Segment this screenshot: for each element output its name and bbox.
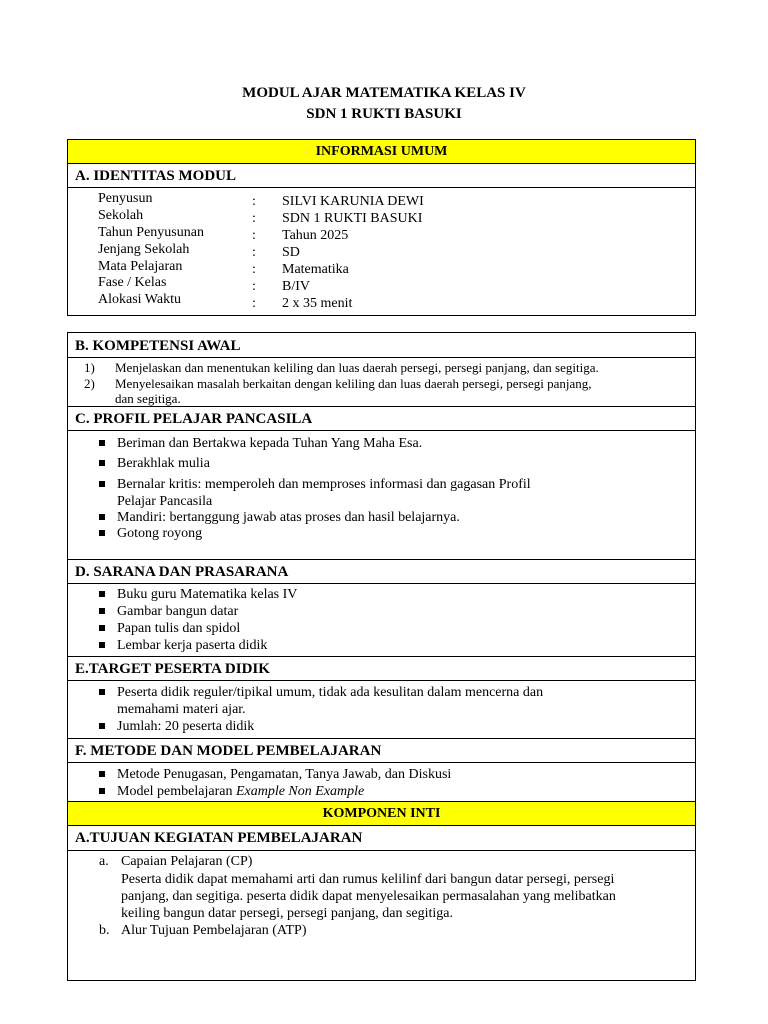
metode-item-1: Metode Penugasan, Pengamatan, Tanya Jawab, dan Diskusi [117,766,451,783]
sarana-item-1: Buku guru Matematika kelas IV [117,586,297,603]
label-jenjang: Jenjang Sekolah [98,242,190,257]
kompetensi-item-2: Menyelesaikan masalah berkaitan dengan keliling dan luas daerah persegi, persegi panjang, [115,376,592,391]
sep-mapel: : [252,262,256,277]
target-heading: E.TARGET PESERTA DIDIK [68,657,695,681]
atp-title: Alur Tujuan Pembelajaran (ATP) [121,923,307,938]
identitas-divider [68,187,695,188]
sep-fase: : [252,279,256,294]
kompetensi-item-2-cont: dan segitiga. [115,391,181,406]
identitas-heading: A. IDENTITAS MODUL [75,168,236,184]
sep-penyusun: : [252,194,256,209]
value-penyusun: SILVI KARUNIA DEWI [282,194,424,209]
metode-item-2: Model pembelajaran Example Non Example [117,783,364,800]
model-name: Example Non Example [235,784,365,799]
label-mapel: Mata Pelajaran [98,259,183,274]
kompetensi-num-1: 1) [84,360,95,375]
tujuan-heading: A.TUJUAN KEGIATAN PEMBELAJARAN [68,826,695,851]
sep-jenjang: : [252,245,256,260]
value-tahun: Tahun 2025 [282,228,349,243]
kompetensi-num-2: 2) [84,376,95,391]
profil-item-3: Bernalar kritis: memperoleh dan memproses informasi dan gagasan Profil Pelajar Pancasila [117,476,677,510]
sarana-item-4: Lembar kerja paserta didik [117,637,267,654]
label-sekolah: Sekolah [98,208,144,223]
value-fase: B/IV [282,279,310,294]
value-mapel: Matematika [282,262,349,277]
komponen-inti-header: KOMPONEN INTI [68,802,695,826]
cp-label: a. [99,854,109,869]
cp-line-2: panjang, dan segitiga. peserta didik dapat menyelesaikan permasalahan yang melibatkan [121,889,616,904]
label-tahun: Tahun Penyusunan [98,225,204,240]
sarana-item-2: Gambar bangun datar [117,603,238,620]
profil-item-1: Beriman dan Bertakwa kepada Tuhan Yang Maha Esa. [117,435,677,452]
label-penyusun: Penyusun [98,191,153,206]
value-sekolah: SDN 1 RUKTI BASUKI [282,211,423,226]
target-item-1: Peserta didik reguler/tipikal umum, tidak ada kesulitan dalam mencerna dan memahami materi ajar. [117,684,677,718]
target-item-2: Jumlah: 20 peserta didik [117,718,254,735]
cp-line-3: keiling bangun datar persegi, persegi panjang, dan segitiga. [121,906,454,921]
sarana-item-3: Papan tulis dan spidol [117,620,240,637]
sep-sekolah: : [252,211,256,226]
label-alokasi: Alokasi Waktu [98,292,181,307]
cp-line-1: Peserta didik dapat memahami arti dan rumus kelilinf dari bangun datar persegi, persegi [121,872,615,887]
identitas-box [67,139,696,316]
profil-item-5: Gotong royong [117,525,677,542]
metode-heading: F. METODE DAN MODEL PEMBELAJARAN [68,739,695,763]
label-fase: Fase / Kelas [98,275,167,290]
informasi-umum-header: INFORMASI UMUM [68,140,695,164]
value-jenjang: SD [282,245,300,260]
profil-item-2: Berakhlak mulia [117,455,677,472]
profil-item-4: Mandiri: bertanggung jawab atas proses dan hasil belajarnya. [117,509,677,526]
value-alokasi: 2 x 35 menit [282,296,353,311]
school-title: SDN 1 RUKTI BASUKI [306,106,462,122]
sep-alokasi: : [252,296,256,311]
document-title: MODUL AJAR MATEMATIKA KELAS IV [242,85,526,101]
sep-tahun: : [252,228,256,243]
profil-heading: C. PROFIL PELAJAR PANCASILA [68,407,695,431]
atp-label: b. [99,923,110,938]
sarana-heading: D. SARANA DAN PRASARANA [68,560,695,584]
cp-title: Capaian Pelajaran (CP) [121,854,253,869]
kompetensi-item-1: Menjelaskan dan menentukan keliling dan luas daerah persegi, persegi panjang, dan segitiga. [115,360,599,375]
main-box [67,332,696,981]
kompetensi-heading: B. KOMPETENSI AWAL [68,333,695,358]
